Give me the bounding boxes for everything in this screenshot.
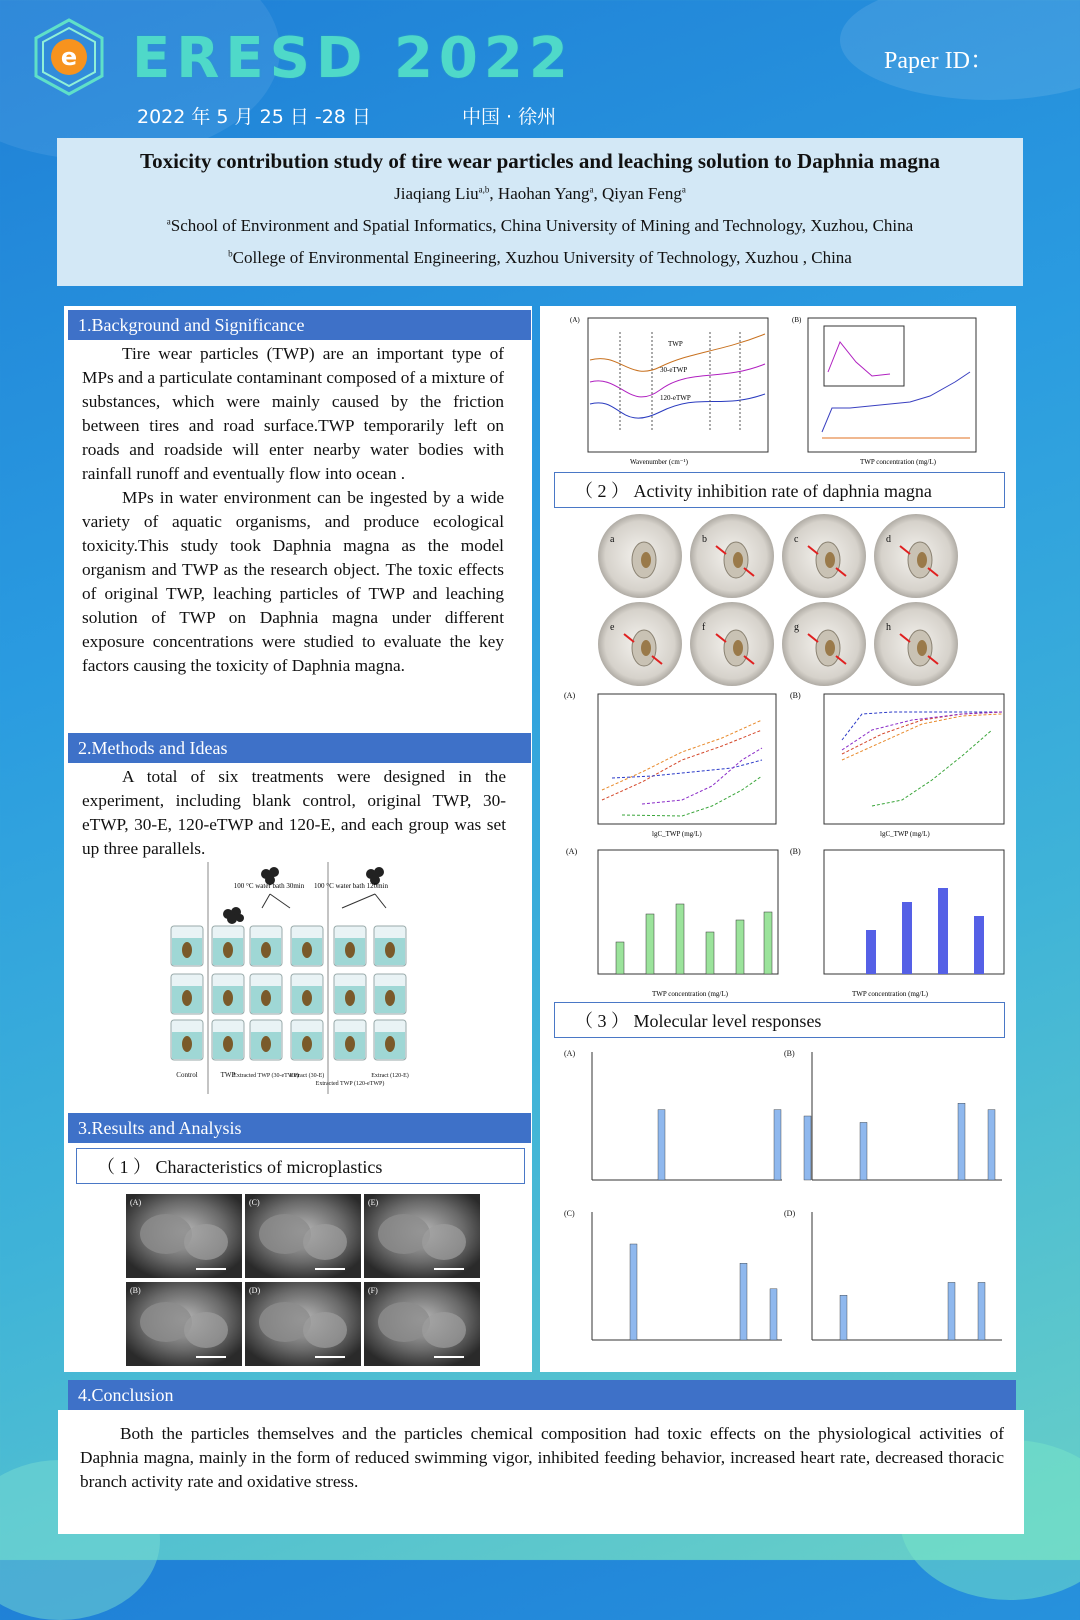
sem-panel-label: (C) [249, 1198, 260, 1207]
svg-text:(C): (C) [564, 1209, 575, 1218]
author-name: Jiaqiang Liu [394, 184, 479, 203]
daphnia-photo [874, 514, 958, 598]
affiliation-b: $^b$College of Environmental Engineering, Xuzhou University of Technology, Xuzhou , China [228, 248, 852, 267]
beaker-icon [171, 974, 203, 1014]
sem-panel-label: (B) [130, 1286, 141, 1295]
immobilization-bar-charts [562, 846, 1010, 1002]
subheading-characteristics: （ 1 ） Characteristics of microplastics [76, 1148, 525, 1184]
svg-text:lgC_TWP (mg/L): lgC_TWP (mg/L) [880, 830, 930, 838]
chart-bar [958, 1103, 965, 1180]
daphnia-panel-label: h [886, 622, 891, 633]
author-name: Qiyan Feng [602, 184, 682, 203]
sem-image [245, 1282, 361, 1366]
svg-text:(A): (A) [566, 847, 578, 856]
daphnia-panel-label: g [794, 622, 799, 633]
beaker-icon [291, 1020, 323, 1060]
beaker-icon [291, 926, 323, 966]
daphnia-photo [598, 602, 682, 686]
conference-brand: ERESD 2022 [132, 26, 574, 91]
daphnia-panel-label: b [702, 534, 707, 545]
sem-image [126, 1194, 242, 1278]
conclusion-panel [58, 1410, 1024, 1534]
chart-bar [770, 1289, 777, 1340]
daphnia-photo [690, 514, 774, 598]
label-control: Control [176, 1071, 198, 1079]
chart-bar [630, 1244, 637, 1340]
daphnia-panel-label: d [886, 534, 891, 545]
sem-panel-label: (F) [368, 1286, 378, 1295]
section-heading-conclusion: 4.Conclusion [68, 1380, 1016, 1410]
beaker-icon [212, 974, 244, 1014]
daphnia-panel-label: a [610, 534, 615, 545]
chart-bar [740, 1263, 747, 1340]
daphnia-image-grid [596, 512, 962, 688]
beaker-icon [374, 926, 406, 966]
svg-text:TWP: TWP [668, 340, 683, 348]
methods-text: A total of six treatments were designed in the experiment, including blank control, original TWP, 30-eTWP, 30-E, 120-eTWP and 120-E, and each group was set up three parallels. [82, 767, 506, 858]
conference-location: 中国 · 徐州 [462, 106, 557, 128]
beaker-icon [334, 926, 366, 966]
section-heading-methods: 2.Methods and Ideas [68, 733, 531, 763]
subheading-activity-inhibition: （ 2 ） Activity inhibition rate of daphnia magna [554, 472, 1005, 508]
label-120-etwp: Extracted TWP (120-eTWP) [315, 1081, 385, 1087]
svg-text:(B): (B) [790, 847, 801, 856]
label-twp: TWP [220, 1071, 236, 1079]
conference-date: 2022 年 5 月 25 日 -28 日 [137, 106, 371, 128]
chart-bar [948, 1282, 955, 1340]
sem-image-grid [126, 1194, 480, 1366]
svg-text:120-eTWP: 120-eTWP [660, 394, 691, 402]
bath-120-label: 100 °C water bath 120min [314, 882, 388, 890]
beaker-icon [212, 1020, 244, 1060]
svg-text:30-eTWP: 30-eTWP [660, 366, 688, 374]
svg-text:(A): (A) [564, 691, 576, 700]
daphnia-panel-label: e [610, 622, 615, 633]
sem-image [126, 1282, 242, 1366]
author-name: Haohan Yang [497, 184, 590, 203]
affiliation-a: $^a$School of Environment and Spatial Informatics, China University of Mining and Technology, Xuzhou, China [166, 216, 914, 235]
molecular-chart-panel [784, 1049, 1002, 1180]
background-text: Tire wear particles (TWP) are an important type of MPs and a particulate contaminant composed of a mixture of substances, which were mainly caused by the friction between tires and road surface.TWP temporarily left on roads and roadside will enter nearby water bodies with rainfall runoff and eventually flow into ocean . MPs in water environment can be ingested by a wide variety of aquatic organisms, and produce ecological toxicity.This study took Daphnia magna as the model organism and TWP as the research object. The toxic effects of original TWP, leaching particles of TWP and leaching solution of TWP on Daphnia magna under different exposure concentrations were studied to evaluate the key factors causing the toxicity of Daphnia magna. [82, 344, 504, 675]
label-120-e: Extract (120-E) [371, 1073, 409, 1079]
authors: Jiaqiang Liu$^{a,b}$, Haohan Yang$^a$, Qiyan Feng$^a$ [394, 184, 686, 203]
beaker-icon [171, 926, 203, 966]
daphnia-panel-label: f [702, 622, 706, 633]
beaker-icon [250, 974, 282, 1014]
conference-logo [30, 18, 108, 96]
section-heading-results: 3.Results and Analysis [68, 1113, 531, 1143]
chart-bar [840, 1295, 847, 1340]
chart-bar [804, 1116, 811, 1180]
svg-text:(B): (B) [784, 1049, 795, 1058]
beaker-icon [171, 1020, 203, 1060]
beaker-icon [334, 974, 366, 1014]
daphnia-photo [874, 602, 958, 686]
svg-text:(B): (B) [792, 316, 802, 324]
svg-text:TWP concentration (mg/L): TWP concentration (mg/L) [860, 458, 936, 466]
beaker-icon [250, 926, 282, 966]
beaker-icon [212, 926, 244, 966]
chart-bar [860, 1122, 867, 1180]
svg-text:TWP concentration (mg/L): TWP concentration (mg/L) [852, 990, 928, 998]
svg-text:(A): (A) [570, 316, 580, 324]
label-30-e: Extract (30-E) [289, 1073, 325, 1079]
daphnia-panel-label: c [794, 534, 799, 545]
molecular-chart-panel [564, 1209, 782, 1340]
molecular-chart-panel [784, 1209, 1002, 1340]
label-30-etwp: Extracted TWP (30-eTWP) [233, 1073, 299, 1079]
daphnia-photo [782, 514, 866, 598]
sem-panel-label: (E) [368, 1198, 379, 1207]
daphnia-photo [690, 602, 774, 686]
section-heading-background: 1.Background and Significance [68, 310, 531, 340]
beaker-icon [334, 1020, 366, 1060]
conclusion-text: Both the particles themselves and the particles chemical composition had toxic effects on the physiological activities of Daphnia magna, mainly in the form of reduced swimming vigor, inhibited feeding behavior, increased heart rate, decreased thoracic branch activity rate and oxidative stress. [80, 1424, 1004, 1491]
chart-bar [658, 1110, 665, 1180]
svg-text:e: e [60, 43, 78, 71]
svg-text:Wavenumber (cm⁻¹): Wavenumber (cm⁻¹) [630, 458, 688, 466]
paper-id-label: Paper ID： [884, 48, 994, 74]
beaker-icon [291, 974, 323, 1014]
molecular-response-charts [562, 1044, 1010, 1364]
beaker-icon [374, 974, 406, 1014]
bath-30-label: 100 °C water bath 30min [233, 882, 305, 890]
chart-bar [988, 1110, 995, 1180]
daphnia-photo [782, 602, 866, 686]
molecular-chart-panel [564, 1049, 811, 1180]
ftir-toc-figure [560, 312, 980, 468]
sem-image [245, 1194, 361, 1278]
svg-text:lgC_TWP (mg/L): lgC_TWP (mg/L) [652, 830, 702, 838]
subheading-molecular-responses: （ 3 ） Molecular level responses [554, 1002, 1005, 1038]
svg-text:TWP concentration (mg/L): TWP concentration (mg/L) [652, 990, 728, 998]
sem-image [364, 1194, 480, 1278]
chart-bar [774, 1110, 781, 1180]
paper-title: Toxicity contribution study of tire wear particles and leaching solution to Daphnia magna [139, 149, 940, 173]
beaker-icon [374, 1020, 406, 1060]
svg-text:(D): (D) [784, 1209, 796, 1218]
sem-panel-label: (A) [130, 1198, 142, 1207]
daphnia-photo [598, 514, 682, 598]
immobilization-line-charts [562, 690, 1010, 842]
sem-image [364, 1282, 480, 1366]
svg-text:(A): (A) [564, 1049, 576, 1058]
title-block [57, 138, 1023, 286]
beaker-icon [250, 1020, 282, 1060]
svg-text:(B): (B) [790, 691, 801, 700]
sem-panel-label: (D) [249, 1286, 261, 1295]
methods-diagram [166, 862, 410, 1100]
chart-bar [978, 1282, 985, 1340]
